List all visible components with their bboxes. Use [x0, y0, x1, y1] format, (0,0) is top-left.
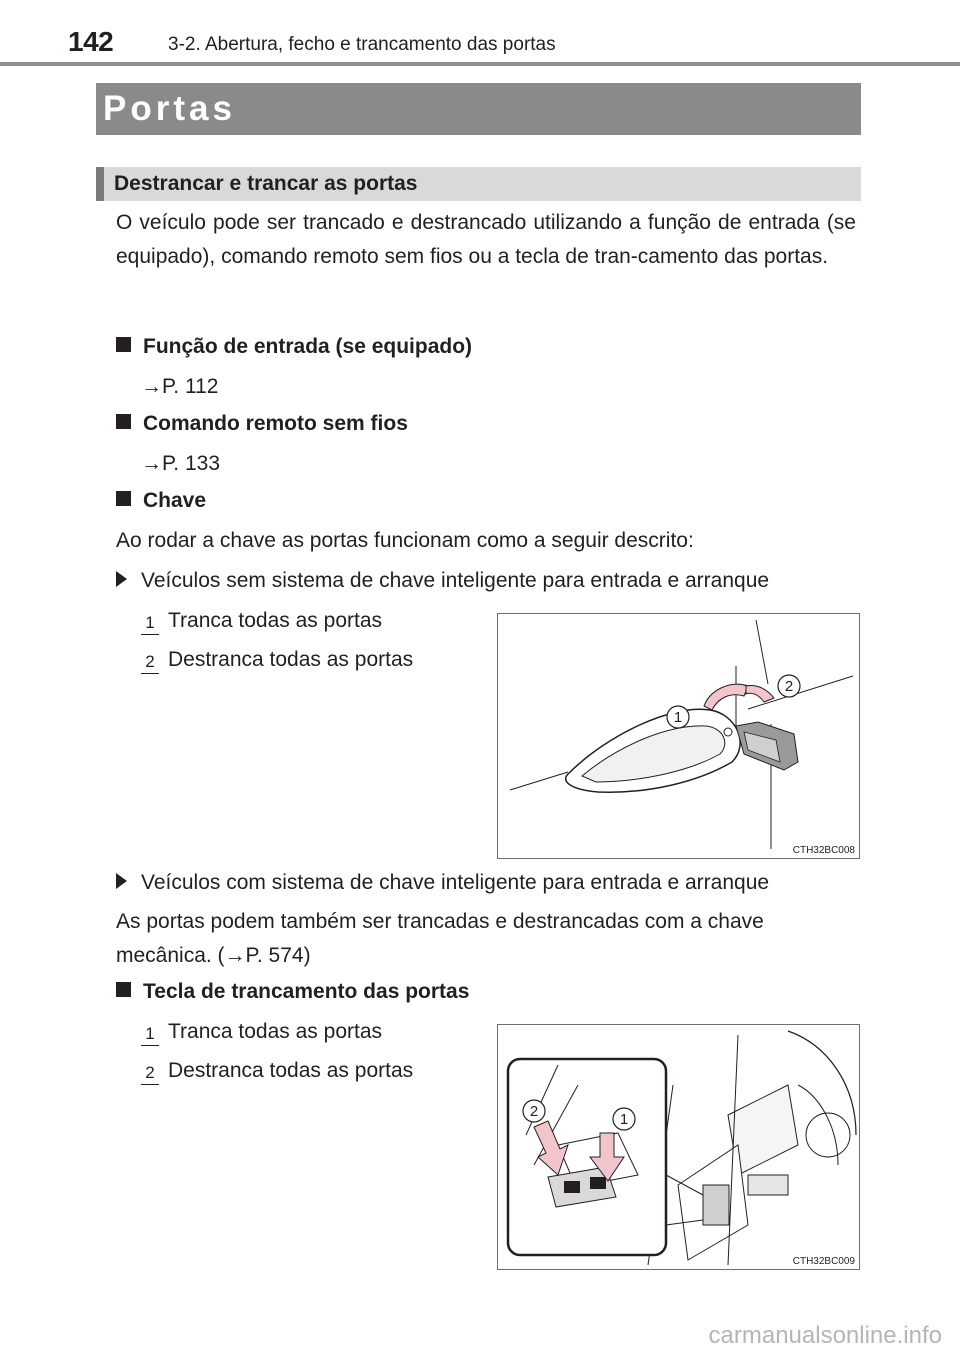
triangle-bullet-icon	[116, 571, 127, 587]
running-header: 3-2. Abertura, fecho e trancamento das portas	[168, 34, 556, 55]
step-number: 1	[141, 1023, 159, 1046]
svg-text:2: 2	[529, 1103, 539, 1120]
square-bullet-icon	[116, 414, 131, 429]
square-bullet-icon	[116, 491, 131, 506]
svg-text:1: 1	[619, 1111, 629, 1128]
key-description: Ao rodar a chave as portas funcionam como a seguir descrito:	[116, 529, 694, 552]
door-lock-switch-illustration	[498, 1025, 859, 1269]
subheading-key: Chave	[116, 486, 206, 516]
subheading-lock-switch: Tecla de trancamento das portas	[116, 977, 469, 1007]
variant-without-smart-key: Veículos sem sistema de chave inteligente para entrada e arranque	[116, 564, 769, 598]
page-title: Portas	[96, 83, 861, 135]
step-number: 1	[141, 612, 159, 635]
figure-code: CTH32BC008	[792, 845, 855, 856]
square-bullet-icon	[116, 982, 131, 997]
lock-switch-figure	[497, 1024, 860, 1270]
step-number: 2	[141, 651, 159, 674]
variant-with-smart-key: Veículos com sistema de chave inteligente para entrada e arranque	[116, 866, 769, 900]
svg-text:1: 1	[673, 709, 683, 726]
header-rule	[0, 62, 960, 66]
step-text: Tranca todas as portas	[168, 609, 382, 632]
subheading-entry-function: Função de entrada (se equipado)	[116, 332, 472, 362]
step-number: 2	[141, 1062, 159, 1085]
page-number: 142	[68, 26, 114, 57]
figure-code: CTH32BC009	[792, 1256, 855, 1267]
key-door-figure	[497, 613, 860, 859]
smart-key-paragraph: As portas podem também ser trancadas e destrancadas com a chave mecânica. (→P. 574)	[116, 910, 764, 967]
door-handle-key-illustration	[498, 614, 859, 858]
section-heading: Destrancar e trancar as portas	[96, 167, 861, 201]
triangle-bullet-icon	[116, 873, 127, 889]
watermark: carmanualsonline.info	[708, 1322, 942, 1349]
step-text: Destranca todas as portas	[168, 1059, 414, 1082]
arrow-icon: →	[141, 452, 162, 475]
square-bullet-icon	[116, 337, 131, 352]
svg-text:2: 2	[784, 678, 794, 695]
step-text: Tranca todas as portas	[168, 1020, 382, 1043]
step-text: Destranca todas as portas	[168, 648, 414, 671]
intro-paragraph: O veículo pode ser trancado e destrancado utilizando a função de entrada (se equipado), comando remoto sem fios ou a tecla de tran-camento das portas.	[116, 211, 856, 268]
arrow-icon: →	[141, 375, 162, 398]
page-reference-link[interactable]: P. 574	[245, 944, 304, 967]
arrow-icon: →	[224, 944, 246, 967]
page-reference-link[interactable]: →P. 112	[141, 375, 219, 398]
subheading-remote: Comando remoto sem fios	[116, 409, 408, 439]
page-reference-link[interactable]: →P. 133	[141, 452, 221, 475]
